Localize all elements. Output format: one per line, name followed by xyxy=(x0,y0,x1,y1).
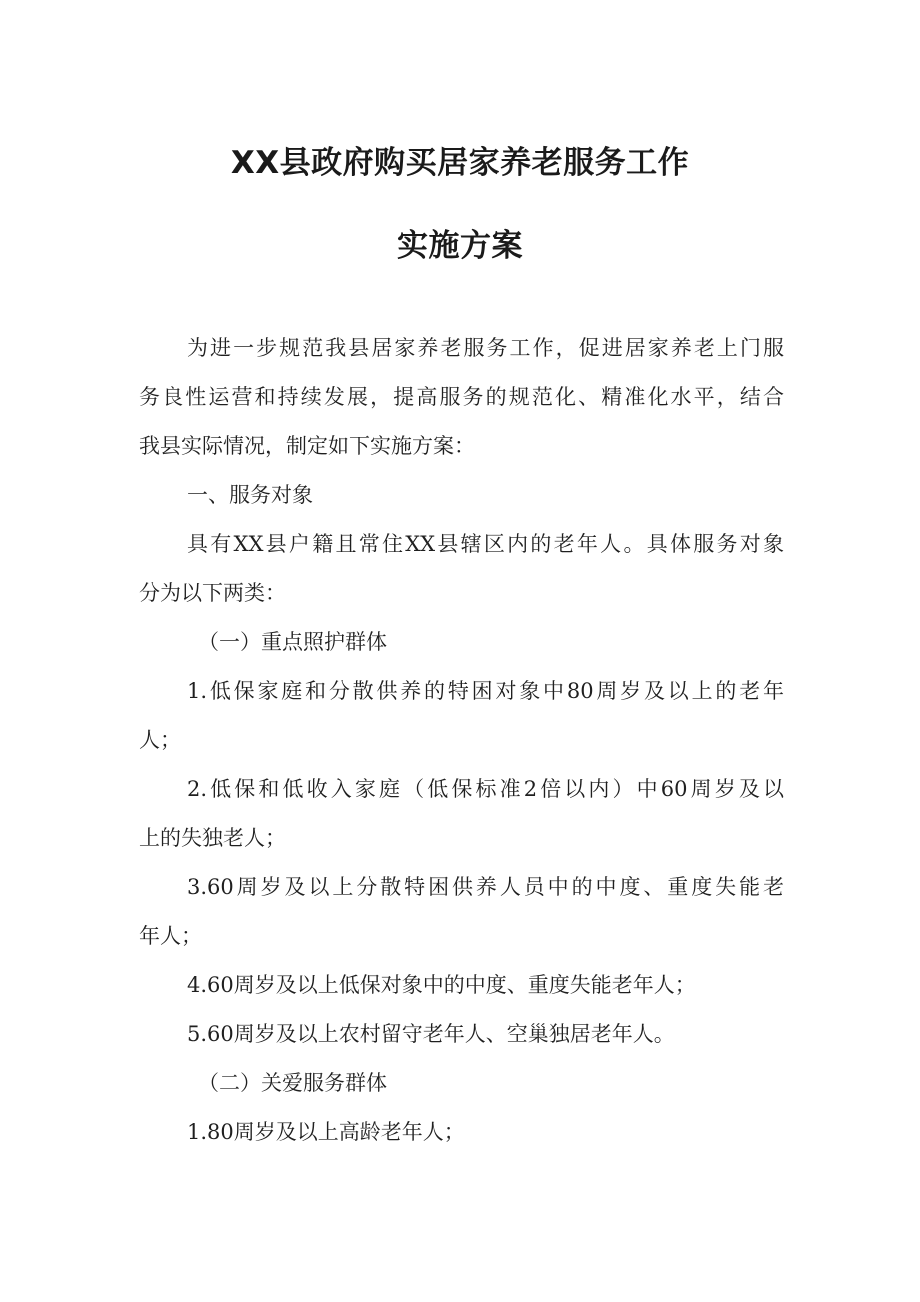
item-1-3-line-1: 3.60周岁及以上分散特困供养人员中的中度、重度失能老 xyxy=(187,875,784,899)
document-title-line2: 实施方案 xyxy=(397,228,523,264)
item-1-2-line-2: 上的失独老人； xyxy=(139,826,286,850)
item-1-5-line-1: 5.60周岁及以上农村留守老年人、空巢独居老年人。 xyxy=(187,1022,675,1046)
section-1-text-line-2: 分为以下两类： xyxy=(139,581,286,605)
intro-line-2: 务良性运营和持续发展，提高服务的规范化、精准化水平，结合 xyxy=(139,385,784,409)
item-1-1-line-1: 1.低保家庭和分散供养的特困对象中80周岁及以上的老年 xyxy=(187,679,784,703)
item-1-1-line-2: 人； xyxy=(139,728,181,752)
item-1-4-line-1: 4.60周岁及以上低保对象中的中度、重度失能老年人； xyxy=(187,973,696,997)
document-title-line1: XX县政府购买居家养老服务工作 xyxy=(230,145,690,181)
intro-line-1: 为进一步规范我县居家养老服务工作，促进居家养老上门服 xyxy=(187,336,784,360)
section-1-heading: 一、服务对象 xyxy=(187,483,313,507)
intro-line-3: 我县实际情况，制定如下实施方案： xyxy=(139,434,475,458)
item-1-3-line-2: 年人； xyxy=(139,924,202,948)
section-1-text-line-1: 具有XX县户籍且常住XX县辖区内的老年人。具体服务对象 xyxy=(187,532,784,556)
subsection-2-heading: （二）关爱服务群体 xyxy=(198,1071,387,1095)
item-2-1-line-1: 1.80周岁及以上高龄老年人； xyxy=(187,1120,465,1144)
item-1-2-line-1: 2.低保和低收入家庭（低保标准2倍以内）中60周岁及以 xyxy=(187,777,784,801)
subsection-1-heading: （一）重点照护群体 xyxy=(198,630,387,654)
